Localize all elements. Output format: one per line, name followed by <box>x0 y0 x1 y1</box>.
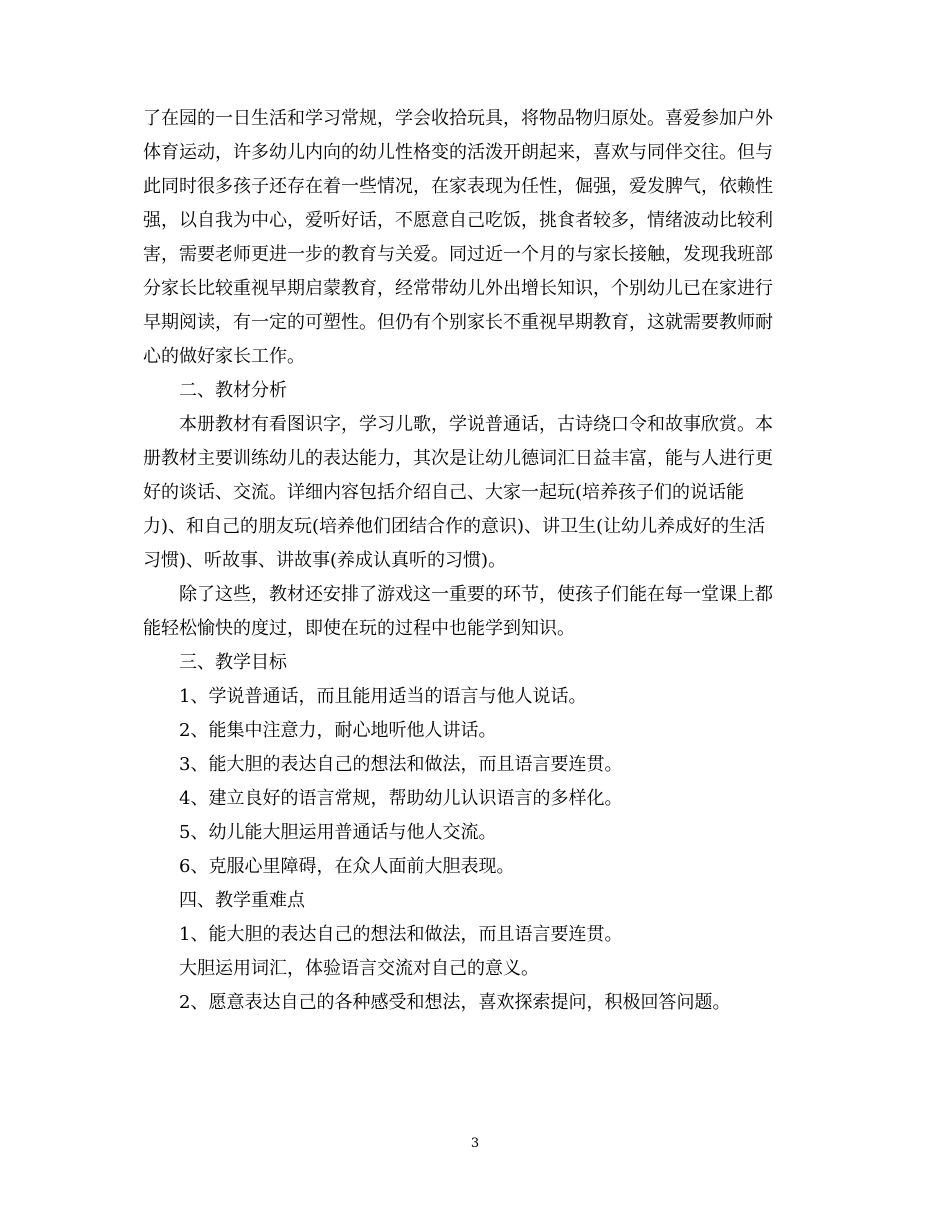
body-line: 册教材主要训练幼儿的表达能力，其次是让幼儿德词汇日益丰富，能与人进行更 <box>143 448 773 469</box>
body-line: 分家长比较重视早期启蒙教育，经常带幼儿外出增长知识，个别幼儿已在家进行 <box>143 278 773 299</box>
section-heading-materials: 二、教材分析 <box>179 380 287 401</box>
body-line: 力)、和自己的朋友玩(培养他们团结合作的意识)、讲卫生(让幼儿养成好的生活 <box>143 516 766 537</box>
body-line: 除了这些，教材还安排了游戏这一重要的环节，使孩子们能在每一堂课上都 <box>179 584 773 605</box>
document-body <box>143 102 808 1020</box>
body-line: 本册教材有看图识字，学习儿歌，学说普通话，古诗绕口令和故事欣赏。本 <box>179 414 773 435</box>
body-line: 好的谈话、交流。详细内容包括介绍自己、大家一起玩(培养孩子们的说话能 <box>143 482 745 503</box>
body-line: 害，需要老师更进一步的教育与关爱。同过近一个月的与家长接触，发现我班部 <box>143 244 773 265</box>
body-line: 心的做好家长工作。 <box>143 346 305 367</box>
body-line: 能轻松愉快的度过，即使在玩的过程中也能学到知识。 <box>143 618 575 639</box>
body-line: 体育运动，许多幼儿内向的幼儿性格变的活泼开朗起来，喜欢与同伴交往。但与 <box>143 142 773 163</box>
body-line: 大胆运用词汇，体验语言交流对自己的意义。 <box>179 958 539 979</box>
body-line: 早期阅读，有一定的可塑性。但仍有个别家长不重视早期教育，这就需要教师耐 <box>143 312 773 333</box>
list-item: 6、克服心里障碍，在众人面前大胆表现。 <box>179 856 515 877</box>
body-line: 了在园的一日生活和学习常规，学会收拾玩具，将物品物归原处。喜爱参加户外 <box>143 108 773 129</box>
list-item: 5、幼儿能大胆运用普通话与他人交流。 <box>179 822 497 843</box>
list-item: 2、能集中注意力，耐心地听他人讲话。 <box>179 720 497 741</box>
body-line: 强，以自我为中心，爱听好话，不愿意自己吃饭，挑食者较多，情绪波动比较利 <box>143 210 773 231</box>
section-heading-goals: 三、教学目标 <box>179 652 287 673</box>
list-item: 2、愿意表达自己的各种感受和想法，喜欢探索提问，积极回答问题。 <box>179 992 731 1013</box>
list-item: 1、能大胆的表达自己的想法和做法，而且语言要连贯。 <box>179 924 623 945</box>
list-item: 4、建立良好的语言常规，帮助幼儿认识语言的多样化。 <box>179 788 623 809</box>
list-item: 1、学说普通话，而且能用适当的语言与他人说话。 <box>179 686 587 707</box>
list-item: 3、能大胆的表达自己的想法和做法，而且语言要连贯。 <box>179 754 623 775</box>
page-number: 3 <box>470 1136 480 1151</box>
section-heading-key-points: 四、教学重难点 <box>179 890 305 911</box>
body-line: 此同时很多孩子还存在着一些情况，在家表现为任性，倔强，爱发脾气，依赖性 <box>143 176 773 197</box>
body-line: 习惯)、听故事、讲故事(养成认真听的习惯)。 <box>143 550 507 571</box>
